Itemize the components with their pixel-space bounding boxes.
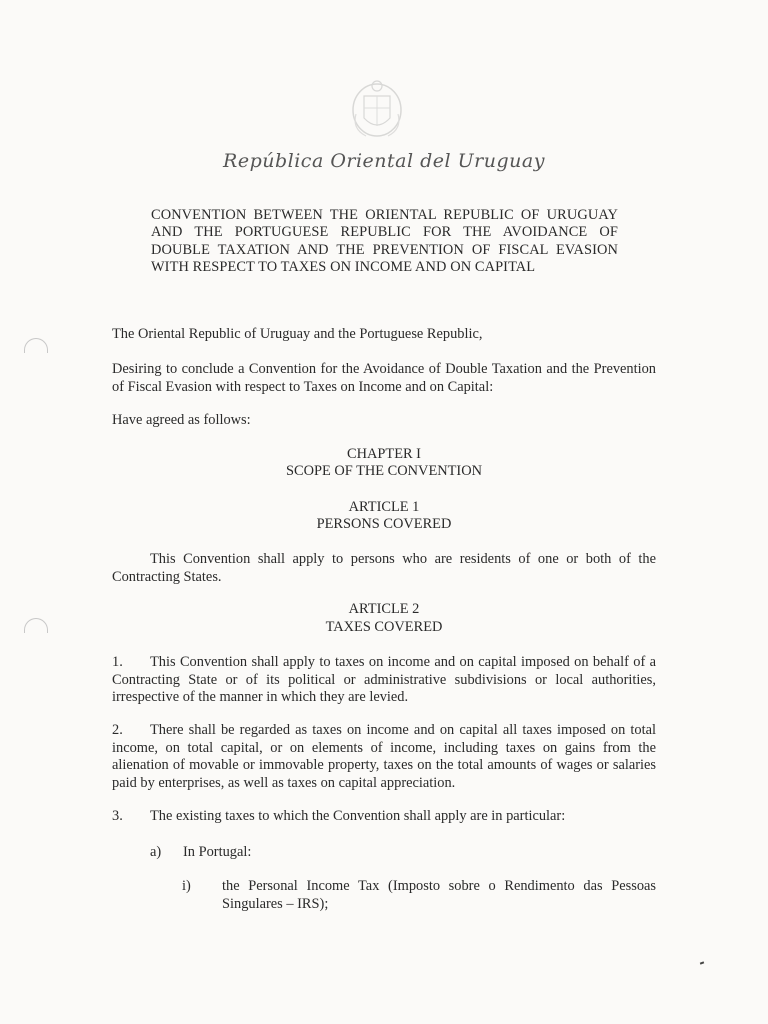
punch-hole-mark [24,338,48,353]
coat-of-arms-seal [344,74,410,144]
item-text: The existing taxes to which the Convention shall apply are in particular: [150,808,566,824]
item-number: 3. [112,808,123,824]
chapter-number: CHAPTER I [347,446,421,462]
desiring-paragraph: Desiring to conclude a Convention for the Avoidance of Double Taxation and the Prevention of Fiscal Evasion with respect to Taxes on Income and on Capital: [112,361,656,395]
sub-item-label: a) [150,844,162,860]
item-text: There shall be regarded as taxes on income and on capital all taxes imposed on total income, on total capital, or on elements of income, including taxes on gains from the alienation of movable or immovable property, taxes on the total amounts of wages or salaries paid by enterprises, as well as taxes on capital appreciation. [112,722,656,791]
article-1-number: ARTICLE 1 [348,499,420,515]
punch-hole-mark [24,618,48,633]
chapter-title: SCOPE OF THE CONVENTION [285,463,483,479]
article-2-title: TAXES COVERED [325,619,443,635]
item-number: 2. [112,722,123,738]
sub-item-a [150,844,251,862]
agreed-paragraph: Have agreed as follows: [112,412,251,428]
article-1-text: This Convention shall apply to persons who are residents of one or both of the Contracting States. [112,551,656,585]
sub-item-text: the Personal Income Tax (Imposto sobre o Rendimento das Pessoas Singulares – IRS); [222,878,656,912]
scan-speck [700,961,704,964]
article-2-item-2 [112,722,656,792]
item-number: 1. [112,654,123,670]
article-2-item-3 [112,808,656,826]
article-1-title: PERSONS COVERED [316,516,452,532]
sub-item-label: i) [182,878,191,894]
item-text: This Convention shall apply to taxes on income and on capital imposed on behalf of a Contracting State or of its political or administrative subdivisions or local authorities, irrespective of the manner in which they are levied. [112,654,656,706]
sub-item-i [182,878,656,913]
convention-title: CONVENTION BETWEEN THE ORIENTAL REPUBLIC OF URUGUAY AND THE PORTUGUESE REPUBLIC FOR THE AVOIDANCE OF DOUBLE TAXATION AND THE PREVENTION OF FISCAL EVASION WITH RESPECT TO TAXES ON INCOME AND ON CAPITAL [151,207,618,275]
letterhead-script: República Oriental del Uruguay [223,150,545,172]
article-2-number: ARTICLE 2 [348,601,420,617]
article-2-item-1 [112,654,656,707]
parties-paragraph: The Oriental Republic of Uruguay and the Portuguese Republic, [112,326,483,342]
sub-item-text: In Portugal: [183,844,252,860]
